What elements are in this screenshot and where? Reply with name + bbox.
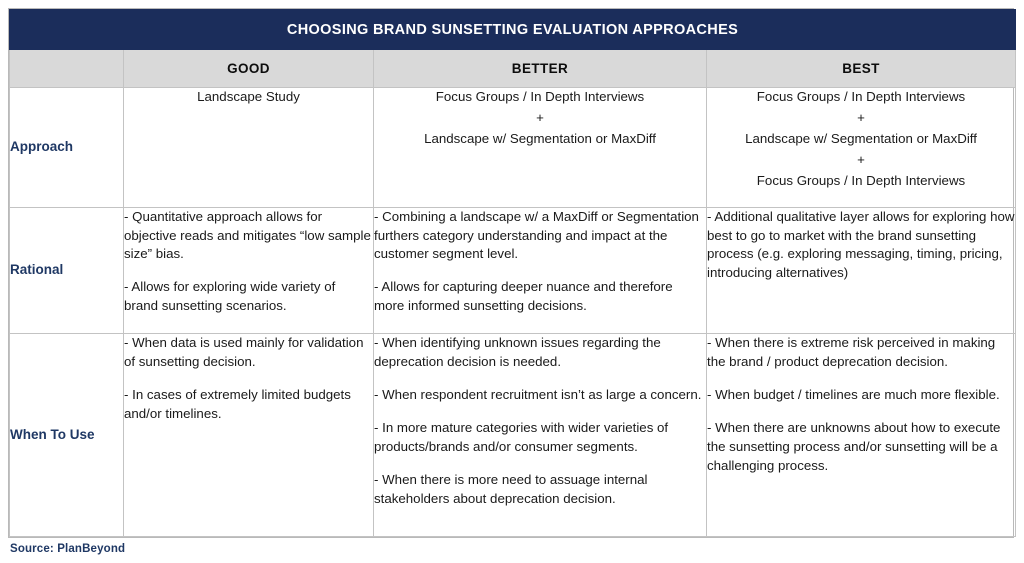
cell-paragraph: - Additional qualitative layer allows for exploring how best to go to market with the brand sunsetting process (e.g. exploring messaging, timing, pricing, introducing alternatives) [707, 208, 1015, 281]
cell-approach-good [124, 88, 374, 208]
cell-paragraph: - When respondent recruitment isn’t as large a concern. [374, 387, 702, 403]
row-label-text-when-to-use: When To Use [10, 427, 95, 443]
row-label-text-approach: Approach [10, 139, 74, 155]
header-label-best: BEST [842, 60, 880, 76]
page-title: CHOOSING BRAND SUNSETTING EVALUATION APPROACHES [286, 21, 739, 38]
cell-paragraph: - Combining a landscape w/ a MaxDiff or Segmentation furthers category understanding and impact at the customer segment level. [374, 208, 699, 262]
table-title-row [10, 10, 1016, 50]
table-title-cell [10, 10, 1016, 50]
plus-separator: + [857, 151, 865, 167]
cell-approach-best [707, 88, 1016, 208]
cell-paragraph: - In cases of extremely limited budgets and/or timelines. [124, 387, 351, 421]
header-label-better: BETTER [511, 60, 569, 76]
row-label-text-rational: Rational [10, 262, 64, 278]
row-label-approach [10, 88, 124, 208]
table-row-when-to-use [10, 334, 1016, 537]
comparison-table-container [8, 8, 1014, 538]
header-cell-corner [10, 50, 124, 88]
cell-when-to-use-best [707, 334, 1016, 537]
cell-approach-better [374, 88, 707, 208]
cell-paragraph: - When there is more need to assuage internal stakeholders about deprecation decision. [374, 471, 648, 506]
cell-paragraph: - When budget / timelines are much more flexible. [707, 387, 1000, 403]
plus-separator: + [536, 109, 544, 125]
cell-paragraph: - Allows for capturing deeper nuance and therefore more informed sunsetting decisions. [374, 279, 673, 314]
row-label-rational [10, 207, 124, 334]
cell-paragraph: - When there is extreme risk perceived in making the brand / product deprecation decision. [707, 335, 996, 370]
plus-separator: + [857, 109, 865, 125]
cell-paragraph: Focus Groups / In Depth Interviews [435, 89, 645, 104]
cell-when-to-use-good [124, 334, 374, 537]
row-label-when-to-use [10, 334, 124, 537]
cell-paragraph: Landscape w/ Segmentation or MaxDiff [424, 130, 656, 146]
cell-paragraph: - Quantitative approach allows for objective reads and mitigates “low sample size” bias. [124, 208, 371, 262]
cell-paragraph: - When data is used mainly for validation of sunsetting decision. [124, 335, 364, 370]
table-row-rational [10, 207, 1016, 334]
header-label-good: GOOD [227, 60, 270, 76]
header-cell-best [707, 50, 1016, 88]
cell-paragraph: Focus Groups / In Depth Interviews [756, 89, 966, 104]
cell-when-to-use-better [374, 334, 707, 537]
column-header-row [10, 50, 1016, 88]
cell-paragraph: - When identifying unknown issues regarding the deprecation decision is needed. [374, 335, 661, 370]
cell-paragraph: - When there are unknowns about how to execute the sunsetting process and/or sunsetting will be a challenging process. [707, 419, 1001, 473]
cell-paragraph: - Allows for exploring wide variety of brand sunsetting scenarios. [124, 279, 336, 314]
table-row-approach [10, 88, 1016, 208]
cell-paragraph: - In more mature categories with wider varieties of products/brands and/or consumer segments. [374, 419, 669, 454]
cell-paragraph: Landscape w/ Segmentation or MaxDiff [745, 130, 977, 146]
cell-paragraph: Focus Groups / In Depth Interviews [756, 172, 966, 188]
header-cell-better [374, 50, 707, 88]
cell-rational-good [124, 207, 374, 334]
header-cell-good [124, 50, 374, 88]
source-credit: Source: PlanBeyond [10, 543, 126, 555]
cell-rational-better [374, 207, 707, 334]
comparison-table [9, 9, 1016, 537]
cell-paragraph: Landscape Study [197, 89, 300, 104]
cell-rational-best [707, 207, 1016, 334]
